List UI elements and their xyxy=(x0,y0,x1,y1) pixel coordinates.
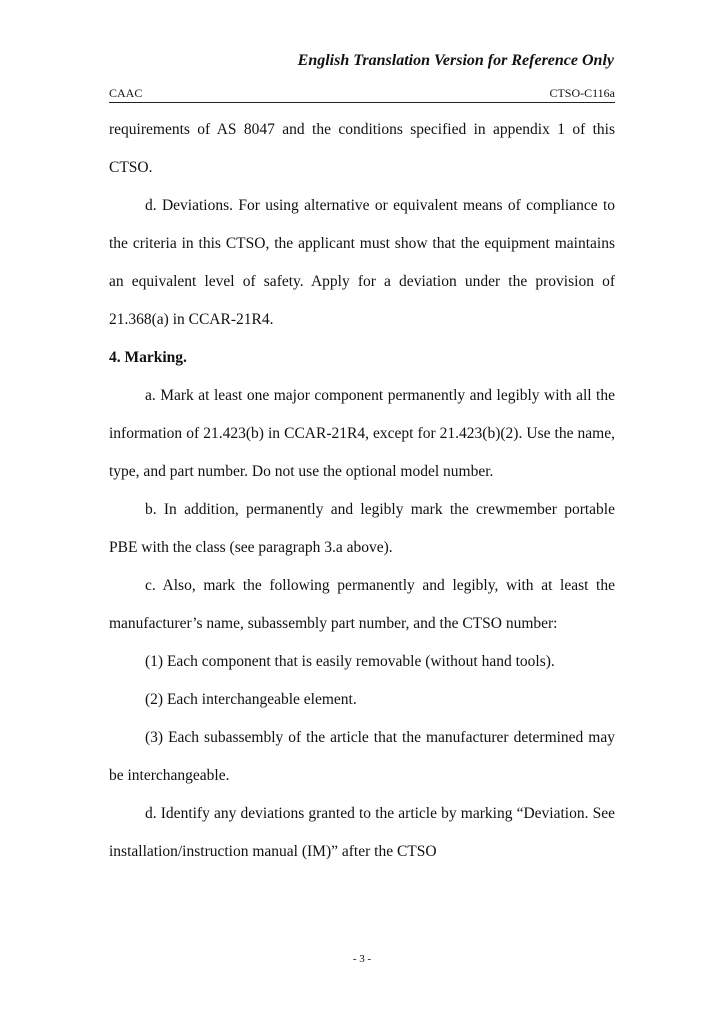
body-text xyxy=(109,111,615,871)
header-agency: CAAC xyxy=(109,86,143,100)
paragraph-deviations: d. Deviations. For using alternative or equivalent means of compliance to the criteria in this CTSO, the applicant must show that the equipment maintains an equivalent level of safety. Apply for a deviation under the provision of 21.368(a) in CCAR-21R4. xyxy=(109,197,615,328)
list-item-1: (1) Each component that is easily removable (without hand tools). xyxy=(145,653,555,670)
list-item-2: (2) Each interchangeable element. xyxy=(145,691,357,708)
list-item-3: (3) Each subassembly of the article that the manufacturer determined may be interchangeable. xyxy=(109,729,615,784)
translation-banner: English Translation Version for Reference Only xyxy=(297,52,614,69)
paragraph-marking-b: b. In addition, permanently and legibly mark the crewmember portable PBE with the class (see paragraph 3.a above). xyxy=(109,501,615,556)
paragraph-continuation: requirements of AS 8047 and the conditions specified in appendix 1 of this CTSO. xyxy=(109,121,615,176)
header-document-id: CTSO-C116a xyxy=(549,86,615,100)
paragraph-marking-c: c. Also, mark the following permanently and legibly, with at least the manufacturer’s name, subassembly part number, and the CTSO number: xyxy=(109,577,615,632)
section-heading-marking: 4. Marking. xyxy=(109,349,187,366)
page-header xyxy=(109,86,615,103)
paragraph-marking-d: d. Identify any deviations granted to the article by marking “Deviation. See installation/instruction manual (IM)” after the CTSO xyxy=(109,805,615,860)
page-number: - 3 - xyxy=(352,953,372,965)
paragraph-marking-a: a. Mark at least one major component permanently and legibly with all the information of 21.423(b) in CCAR-21R4, except for 21.423(b)(2). Use the name, type, and part number. Do not use the optional model number. xyxy=(109,387,615,480)
